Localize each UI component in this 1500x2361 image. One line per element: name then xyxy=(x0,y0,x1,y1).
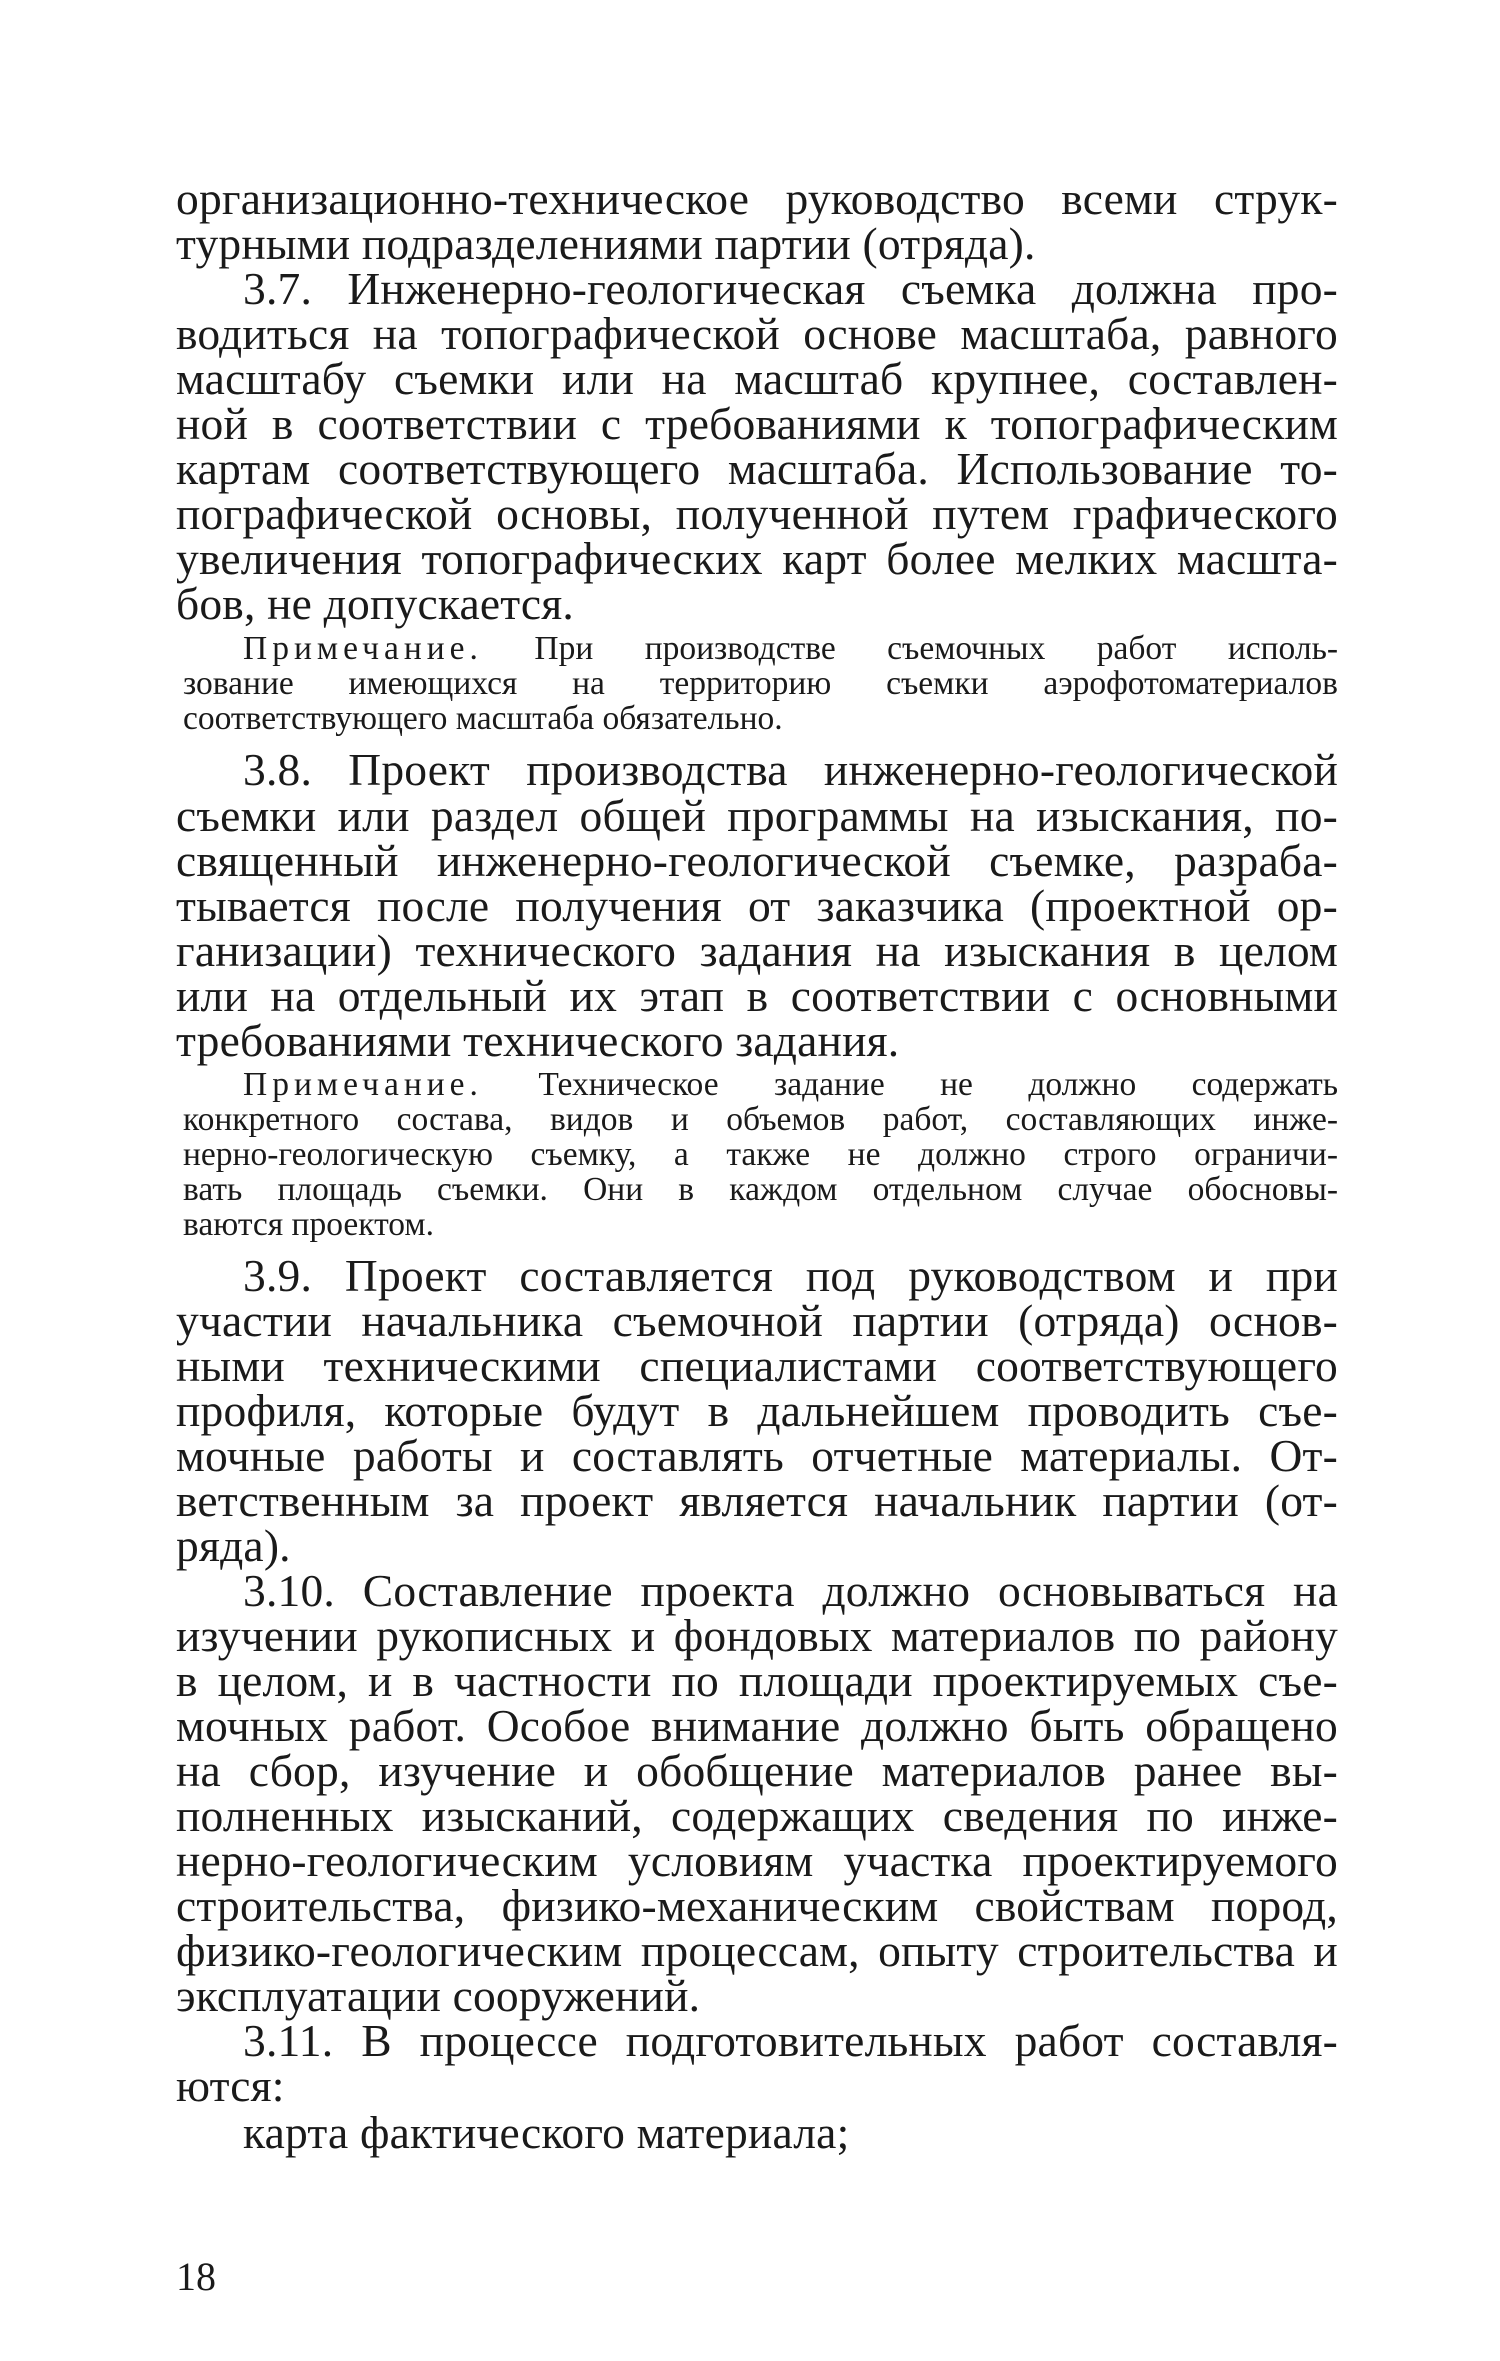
text-line: священный инженерно-геологической съемке, разраба- xyxy=(176,835,1338,886)
section-3-11-start: 3.11. В процессе подготовительных работ составля- xyxy=(243,2015,1338,2066)
text-line: турными подразделениями партии (отряда). xyxy=(176,218,1036,269)
section-3-8-start: 3.8. Проект производства инженерно-геологической xyxy=(243,744,1338,795)
text-line: ной в соответствии с требованиями к топографическим xyxy=(176,398,1338,449)
text-line: организационно-техническое руководство всеми струк- xyxy=(176,173,1338,224)
text-line: физико-геологическим процессам, опыту строительства и xyxy=(176,1925,1338,1976)
text-line: требованиями технического задания. xyxy=(176,1015,900,1066)
note-label: Примечание. xyxy=(243,630,483,667)
note-2-line xyxy=(243,1068,1338,1102)
text-line: увеличения топографических карт более мелких масшта- xyxy=(176,533,1338,584)
note-2-line: нерно-геологическую съемку, а также не должно строго ограничи- xyxy=(183,1136,1338,1173)
text-line: съемки или раздел общей программы на изыскания, по- xyxy=(176,790,1338,841)
text-line: строительства, физико-механическим свойствам пород, xyxy=(176,1880,1338,1931)
section-3-10-start: 3.10. Составление проекта должно основываться на xyxy=(243,1565,1338,1616)
text-line: водиться на топографической основе масштаба, равного xyxy=(176,308,1338,359)
text-line: или на отдельный их этап в соответствии с основными xyxy=(176,970,1338,1021)
text-line: профиля, которые будут в дальнейшем проводить съе- xyxy=(176,1385,1338,1436)
text-line: мочные работы и составлять отчетные материалы. От- xyxy=(176,1430,1338,1481)
text-line: на сбор, изучение и обобщение материалов ранее вы- xyxy=(176,1745,1338,1796)
text-line: в целом, и в частности по площади проектируемых съе- xyxy=(176,1655,1338,1706)
text-line: карта фактического материала; xyxy=(243,2107,850,2158)
page-number: 18 xyxy=(176,2254,216,2299)
note-1-line: соответствующего масштаба обязательно. xyxy=(183,700,783,737)
text-line: ными техническими специалистами соответствующего xyxy=(176,1340,1338,1391)
text-line: картам соответствующего масштаба. Использование то- xyxy=(176,443,1338,494)
text-line: ряда). xyxy=(176,1520,291,1571)
text-line: ветственным за проект является начальник партии (от- xyxy=(176,1475,1338,1526)
note-text: При производстве съемочных работ исполь- xyxy=(534,630,1338,667)
note-label: Примечание. xyxy=(243,1066,483,1103)
text-line: полненных изысканий, содержащих сведения по инже- xyxy=(176,1790,1338,1841)
text-line: масштабу съемки или на масштаб крупнее, составлен- xyxy=(176,353,1338,404)
text-line: тывается после получения от заказчика (проектной ор- xyxy=(176,880,1338,931)
note-2-line: ваются проектом. xyxy=(183,1206,434,1243)
text-line: мочных работ. Особое внимание должно быть обращено xyxy=(176,1700,1338,1751)
text-line: эксплуатации сооружений. xyxy=(176,1970,701,2021)
text-line: ются: xyxy=(176,2060,285,2111)
note-2-line: вать площадь съемки. Они в каждом отдельном случае обосновы- xyxy=(183,1171,1338,1208)
section-3-9-start: 3.9. Проект составляется под руководством и при xyxy=(243,1250,1338,1301)
text-line: изучении рукописных и фондовых материалов по району xyxy=(176,1610,1338,1661)
text-line: нерно-геологическим условиям участка проектируемого xyxy=(176,1835,1338,1886)
text-line: участии начальника съемочной партии (отряда) основ- xyxy=(176,1295,1338,1346)
note-1-line xyxy=(243,632,1338,666)
text-line: бов, не допускается. xyxy=(176,578,574,629)
section-3-7-start: 3.7. Инженерно-геологическая съемка должна про- xyxy=(243,263,1338,314)
note-text: Техническое задание не должно содержать xyxy=(538,1066,1338,1103)
note-1-line: зование имеющихся на территорию съемки аэрофотоматериалов xyxy=(183,665,1338,702)
text-line: ганизации) технического задания на изыскания в целом xyxy=(176,925,1338,976)
note-2-line: конкретного состава, видов и объемов работ, составляющих инже- xyxy=(183,1101,1338,1138)
text-line: пографической основы, полученной путем графического xyxy=(176,488,1338,539)
